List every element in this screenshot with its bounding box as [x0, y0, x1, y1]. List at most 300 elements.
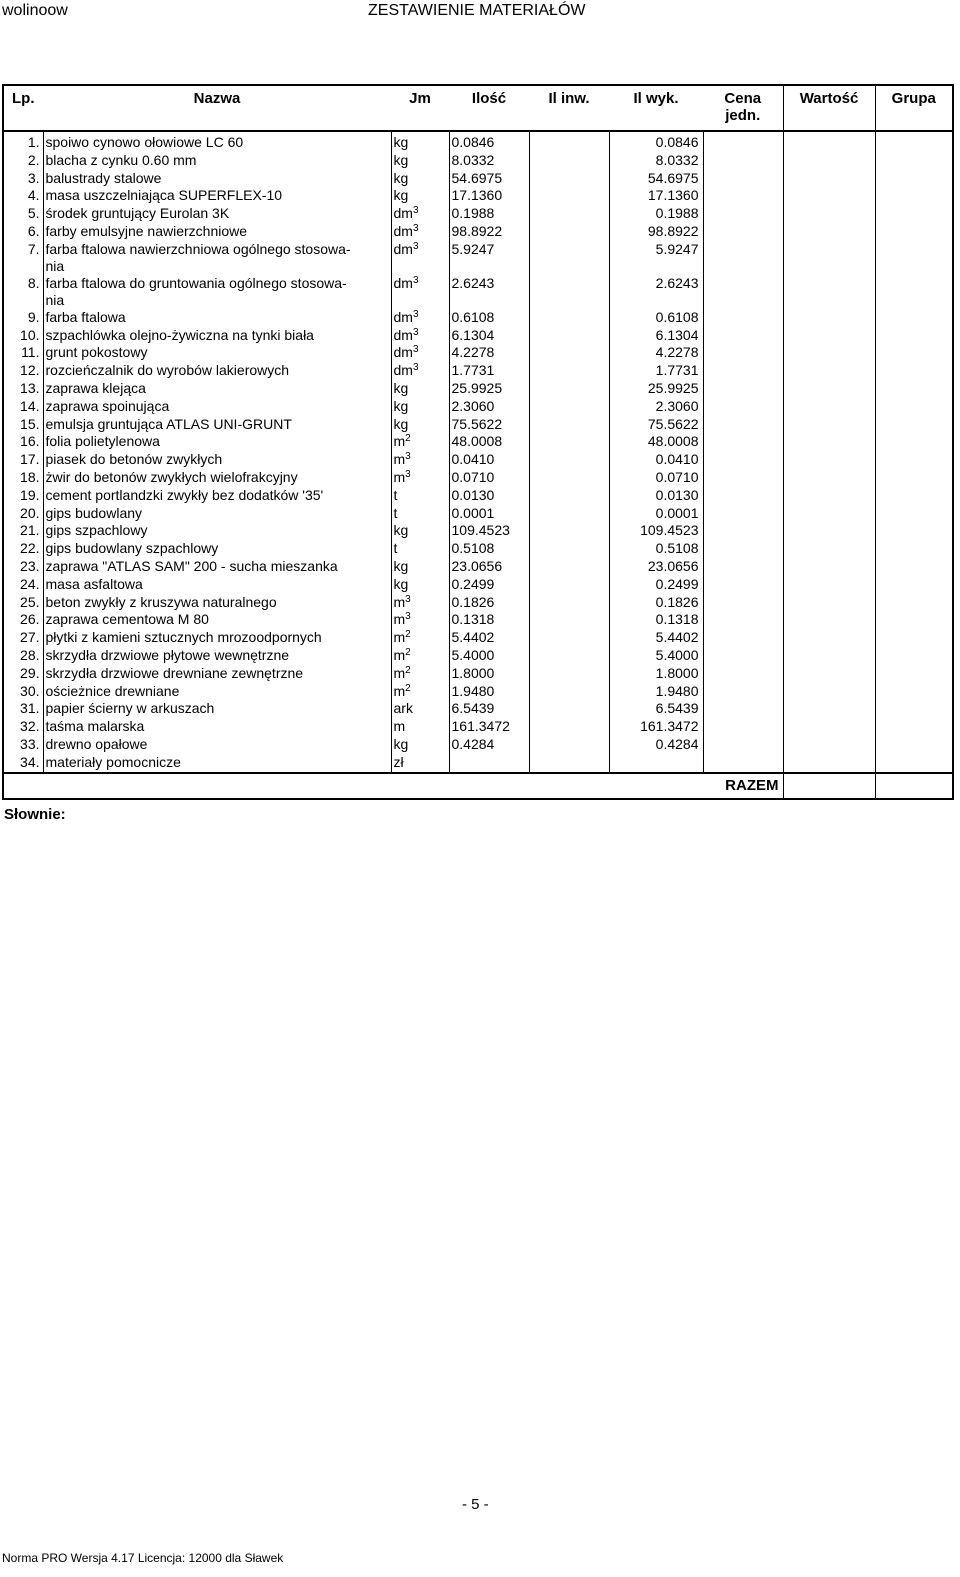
table-row: [3, 629, 953, 647]
unit-exponent: 2: [405, 646, 411, 658]
table-row: [3, 558, 953, 576]
contractor-quantity: 0.1988: [609, 205, 703, 223]
material-name: [43, 170, 391, 188]
value: [783, 241, 875, 275]
quantity: 0.1826: [449, 594, 529, 612]
unit-text: m: [393, 646, 406, 663]
unit-price: [703, 362, 783, 380]
material-name: [43, 540, 391, 558]
table-row: [3, 416, 953, 434]
group: [875, 344, 953, 362]
quantity: 0.5108: [449, 540, 529, 558]
table-row: [3, 718, 953, 736]
group: [875, 487, 953, 505]
value: [783, 205, 875, 223]
contractor-quantity: 2.6243: [609, 275, 703, 309]
investor-quantity: [529, 611, 609, 629]
material-name-text: piasek do betonów zwykłych: [45, 451, 223, 468]
material-name-text: skrzydła drzwiowe drewniane zewnętrzne: [45, 664, 304, 681]
contractor-quantity: 109.4523: [609, 522, 703, 540]
investor-quantity: [529, 451, 609, 469]
value: [783, 170, 875, 188]
investor-quantity: [529, 718, 609, 736]
investor-quantity: [529, 433, 609, 451]
unit-text: m: [393, 718, 406, 735]
unit-text: m: [393, 682, 406, 699]
material-name: [43, 131, 391, 152]
row-number: 2.: [3, 152, 43, 170]
group: [875, 187, 953, 205]
material-name-text: farby emulsyjne nawierzchniowe: [45, 222, 248, 239]
unit-cell: [391, 344, 449, 362]
quantity: 17.1360: [449, 187, 529, 205]
material-name: [43, 309, 391, 327]
group: [875, 416, 953, 434]
unit-cell: [391, 152, 449, 170]
unit-price: [703, 223, 783, 241]
unit-cell: [391, 683, 449, 701]
quantity: 0.0846: [449, 131, 529, 152]
row-number: 17.: [3, 451, 43, 469]
unit-text: dm: [393, 308, 413, 325]
material-name: [43, 380, 391, 398]
unit-exponent: 3: [412, 222, 419, 234]
material-name: [43, 700, 391, 718]
unit-cell: [391, 736, 449, 754]
unit-text: m: [393, 664, 406, 681]
group: [875, 718, 953, 736]
row-number: 7.: [3, 241, 43, 275]
quantity: 2.6243: [449, 275, 529, 309]
value: [783, 629, 875, 647]
unit-price: [703, 665, 783, 683]
unit-price: [703, 718, 783, 736]
material-name-text: folia polietylenowa: [45, 433, 160, 450]
table-row: [3, 665, 953, 683]
row-number: 33.: [3, 736, 43, 754]
total-group-cell: [875, 773, 953, 799]
table-header-row: [3, 85, 953, 131]
material-name: [43, 683, 391, 701]
contractor-quantity: 54.6975: [609, 170, 703, 188]
unit-cell: [391, 309, 449, 327]
row-number: 34.: [3, 754, 43, 773]
unit-exponent: 3: [405, 593, 411, 605]
value: [783, 344, 875, 362]
quantity: 0.2499: [449, 576, 529, 594]
value: [783, 487, 875, 505]
contractor-quantity: 5.4000: [609, 647, 703, 665]
unit-price: [703, 576, 783, 594]
material-name: [43, 718, 391, 736]
unit-exponent: 2: [405, 433, 411, 445]
quantity: 0.0410: [449, 451, 529, 469]
material-name: [43, 187, 391, 205]
group: [875, 170, 953, 188]
group: [875, 629, 953, 647]
quantity: 54.6975: [449, 170, 529, 188]
group: [875, 309, 953, 327]
material-name-text: skrzydła drzwiowe płytowe wewnętrzne: [45, 646, 290, 663]
quantity: 23.0656: [449, 558, 529, 576]
contractor-quantity: 161.3472: [609, 718, 703, 736]
group: [875, 327, 953, 345]
material-name: [43, 611, 391, 629]
material-name-text: papier ścierny w arkuszach: [45, 700, 215, 717]
unit-price: [703, 451, 783, 469]
value: [783, 754, 875, 773]
quantity: 4.2278: [449, 344, 529, 362]
investor-quantity: [529, 131, 609, 152]
row-number: 19.: [3, 487, 43, 505]
row-number: 20.: [3, 505, 43, 523]
column-header-unit: Jm: [391, 85, 449, 131]
material-name-text: taśma malarska: [45, 718, 145, 735]
material-name-text: masa uszczelniająca SUPERFLEX-10: [45, 187, 283, 204]
material-name-text: środek gruntujący Eurolan 3K: [45, 205, 230, 222]
value: [783, 275, 875, 309]
material-name: [43, 416, 391, 434]
unit-cell: [391, 665, 449, 683]
material-name-text: cement portlandzki zwykły bez dodatków '35': [45, 486, 324, 503]
unit-cell: [391, 647, 449, 665]
material-name: [43, 344, 391, 362]
unit-text: t: [393, 504, 398, 521]
table-row: [3, 576, 953, 594]
unit-text: m: [393, 451, 406, 468]
unit-price: [703, 327, 783, 345]
material-name-text: masa asfaltowa: [45, 575, 143, 592]
total-label: RAZEM: [703, 773, 783, 799]
material-name-text: farba ftalowa: [45, 308, 126, 325]
contractor-quantity: 0.2499: [609, 576, 703, 594]
table-row: [3, 223, 953, 241]
unit-exponent: 3: [405, 468, 411, 480]
group: [875, 683, 953, 701]
value: [783, 433, 875, 451]
unit-cell: [391, 558, 449, 576]
row-number: 29.: [3, 665, 43, 683]
group: [875, 205, 953, 223]
unit-price: [703, 700, 783, 718]
unit-cell: [391, 416, 449, 434]
unit-cell: [391, 611, 449, 629]
investor-quantity: [529, 380, 609, 398]
column-header-name: Nazwa: [43, 85, 391, 131]
row-number: 31.: [3, 700, 43, 718]
material-name-text: gips szpachlowy: [45, 522, 148, 539]
material-name: [43, 152, 391, 170]
value: [783, 380, 875, 398]
unit-price: [703, 241, 783, 275]
unit-text: m: [393, 433, 406, 450]
material-name-text: grunt pokostowy: [45, 344, 148, 361]
material-name-text: żwir do betonów zwykłych wielofrakcyjny: [45, 468, 298, 485]
unit-exponent: 3: [412, 326, 419, 338]
group: [875, 398, 953, 416]
unit-text: m: [393, 629, 406, 646]
column-header-investor-quantity: Il inw.: [529, 85, 609, 131]
contractor-quantity: 2.3060: [609, 398, 703, 416]
page-number: - 5 -: [462, 1496, 489, 1513]
value: [783, 505, 875, 523]
table-row: [3, 362, 953, 380]
unit-price: [703, 629, 783, 647]
unit-cell: [391, 754, 449, 773]
material-name-text: szpachlówka olejno-żywiczna na tynki biała: [45, 326, 314, 343]
table-row: [3, 187, 953, 205]
contractor-quantity: 5.4402: [609, 629, 703, 647]
material-name-text: płytki z kamieni sztucznych mrozoodpornych: [45, 629, 322, 646]
investor-quantity: [529, 362, 609, 380]
unit-text: m: [393, 593, 406, 610]
unit-price: [703, 611, 783, 629]
quantity: 1.9480: [449, 683, 529, 701]
unit-text: kg: [393, 169, 409, 186]
value: [783, 152, 875, 170]
column-header-unit-price: Cena jedn.: [703, 85, 783, 131]
quantity: 75.5622: [449, 416, 529, 434]
material-name-text: rozcieńczalnik do wyrobów lakierowych: [45, 362, 290, 379]
unit-cell: [391, 362, 449, 380]
table-row: [3, 398, 953, 416]
table-row: [3, 611, 953, 629]
material-name: [43, 451, 391, 469]
unit-exponent: 3: [412, 344, 419, 356]
contractor-quantity: 0.1826: [609, 594, 703, 612]
unit-text: ark: [393, 700, 413, 717]
row-number: 26.: [3, 611, 43, 629]
group: [875, 380, 953, 398]
investor-quantity: [529, 540, 609, 558]
investor-quantity: [529, 665, 609, 683]
quantity: 0.0001: [449, 505, 529, 523]
unit-cell: [391, 594, 449, 612]
quantity: 161.3472: [449, 718, 529, 736]
table-row: [3, 736, 953, 754]
column-header-lp: Lp.: [3, 85, 43, 131]
group: [875, 275, 953, 309]
material-name: [43, 594, 391, 612]
unit-text: m: [393, 611, 406, 628]
unit-price: [703, 309, 783, 327]
unit-price: [703, 398, 783, 416]
value: [783, 558, 875, 576]
unit-exponent: 3: [412, 308, 419, 320]
row-number: 15.: [3, 416, 43, 434]
table-row: [3, 433, 953, 451]
material-name-text: gips budowlany szpachlowy: [45, 540, 219, 557]
unit-text: kg: [393, 134, 409, 150]
group: [875, 469, 953, 487]
material-name-text: spoiwo cynowo ołowiowe LC 60: [45, 134, 244, 150]
quantity: 8.0332: [449, 152, 529, 170]
column-header-quantity: Ilość: [449, 85, 529, 131]
unit-price: [703, 152, 783, 170]
row-number: 13.: [3, 380, 43, 398]
contractor-quantity: 75.5622: [609, 416, 703, 434]
unit-text: kg: [393, 557, 409, 574]
value: [783, 576, 875, 594]
material-name: [43, 629, 391, 647]
material-name: [43, 558, 391, 576]
quantity: 48.0008: [449, 433, 529, 451]
contractor-quantity: 0.6108: [609, 309, 703, 327]
value: [783, 223, 875, 241]
unit-cell: [391, 170, 449, 188]
unit-cell: [391, 205, 449, 223]
investor-quantity: [529, 647, 609, 665]
investor-quantity: [529, 505, 609, 523]
unit-cell: [391, 327, 449, 345]
material-name: [43, 205, 391, 223]
contractor-quantity: 1.8000: [609, 665, 703, 683]
material-name: [43, 522, 391, 540]
unit-cell: [391, 275, 449, 309]
material-name-text: balustrady stalowe: [45, 169, 162, 186]
group: [875, 241, 953, 275]
row-number: 30.: [3, 683, 43, 701]
quantity: 2.3060: [449, 398, 529, 416]
group: [875, 362, 953, 380]
value: [783, 594, 875, 612]
investor-quantity: [529, 205, 609, 223]
row-number: 23.: [3, 558, 43, 576]
unit-exponent: 3: [412, 274, 419, 286]
table-row: [3, 522, 953, 540]
group: [875, 594, 953, 612]
row-number: 22.: [3, 540, 43, 558]
contractor-quantity: 0.1318: [609, 611, 703, 629]
investor-quantity: [529, 594, 609, 612]
row-number: 9.: [3, 309, 43, 327]
unit-price: [703, 683, 783, 701]
unit-price: [703, 131, 783, 152]
contractor-quantity: 4.2278: [609, 344, 703, 362]
material-name: [43, 241, 391, 275]
unit-text: dm: [393, 222, 413, 239]
unit-cell: [391, 629, 449, 647]
materials-table: [2, 84, 954, 800]
investor-quantity: [529, 416, 609, 434]
contractor-quantity: [609, 754, 703, 773]
group: [875, 700, 953, 718]
row-number: 18.: [3, 469, 43, 487]
investor-quantity: [529, 629, 609, 647]
row-number: 32.: [3, 718, 43, 736]
header-left-text: wolinoow: [2, 2, 68, 19]
unit-cell: [391, 223, 449, 241]
unit-price: [703, 647, 783, 665]
unit-exponent: 3: [412, 205, 419, 217]
row-number: 3.: [3, 170, 43, 188]
contractor-quantity: 1.7731: [609, 362, 703, 380]
material-name: [43, 398, 391, 416]
contractor-quantity: 6.1304: [609, 327, 703, 345]
unit-price: [703, 540, 783, 558]
unit-text: t: [393, 540, 398, 557]
column-header-group: Grupa: [875, 85, 953, 131]
value: [783, 736, 875, 754]
material-name-text: zaprawa klejąca: [45, 379, 146, 396]
investor-quantity: [529, 327, 609, 345]
unit-price: [703, 433, 783, 451]
unit-price: [703, 505, 783, 523]
unit-cell: [391, 505, 449, 523]
contractor-quantity: 0.0001: [609, 505, 703, 523]
unit-cell: [391, 398, 449, 416]
investor-quantity: [529, 241, 609, 275]
value: [783, 416, 875, 434]
table-row: [3, 647, 953, 665]
unit-price: [703, 205, 783, 223]
unit-cell: [391, 241, 449, 275]
unit-cell: [391, 433, 449, 451]
group: [875, 451, 953, 469]
value: [783, 611, 875, 629]
value: [783, 647, 875, 665]
group: [875, 223, 953, 241]
unit-price: [703, 487, 783, 505]
contractor-quantity: 0.0846: [609, 131, 703, 152]
unit-text: dm: [393, 274, 413, 291]
unit-cell: [391, 451, 449, 469]
quantity: 6.5439: [449, 700, 529, 718]
quantity: 5.4402: [449, 629, 529, 647]
unit-price: [703, 469, 783, 487]
group: [875, 522, 953, 540]
contractor-quantity: 5.9247: [609, 241, 703, 275]
investor-quantity: [529, 223, 609, 241]
contractor-quantity: 23.0656: [609, 558, 703, 576]
table-row: [3, 487, 953, 505]
investor-quantity: [529, 275, 609, 309]
investor-quantity: [529, 398, 609, 416]
value: [783, 700, 875, 718]
unit-price: [703, 754, 783, 773]
material-name-text: farba ftalowa do gruntowania ogólnego stosowa- nia: [45, 274, 347, 308]
material-name: [43, 736, 391, 754]
unit-text: dm: [393, 240, 413, 257]
contractor-quantity: 25.9925: [609, 380, 703, 398]
row-number: 16.: [3, 433, 43, 451]
unit-exponent: 2: [405, 682, 411, 694]
unit-text: kg: [393, 415, 409, 432]
quantity: 0.1988: [449, 205, 529, 223]
unit-text: kg: [393, 522, 409, 539]
unit-cell: [391, 718, 449, 736]
unit-text: t: [393, 486, 398, 503]
investor-quantity: [529, 736, 609, 754]
table-row: [3, 754, 953, 773]
unit-text: dm: [393, 205, 413, 222]
contractor-quantity: 98.8922: [609, 223, 703, 241]
table-row: [3, 380, 953, 398]
unit-cell: [391, 700, 449, 718]
value: [783, 362, 875, 380]
unit-price: [703, 594, 783, 612]
unit-price: [703, 275, 783, 309]
unit-exponent: 3: [405, 611, 411, 623]
material-name: [43, 754, 391, 773]
group: [875, 736, 953, 754]
contractor-quantity: 0.4284: [609, 736, 703, 754]
row-number: 8.: [3, 275, 43, 309]
material-name: [43, 665, 391, 683]
contractor-quantity: 0.0410: [609, 451, 703, 469]
group: [875, 152, 953, 170]
contractor-quantity: 48.0008: [609, 433, 703, 451]
